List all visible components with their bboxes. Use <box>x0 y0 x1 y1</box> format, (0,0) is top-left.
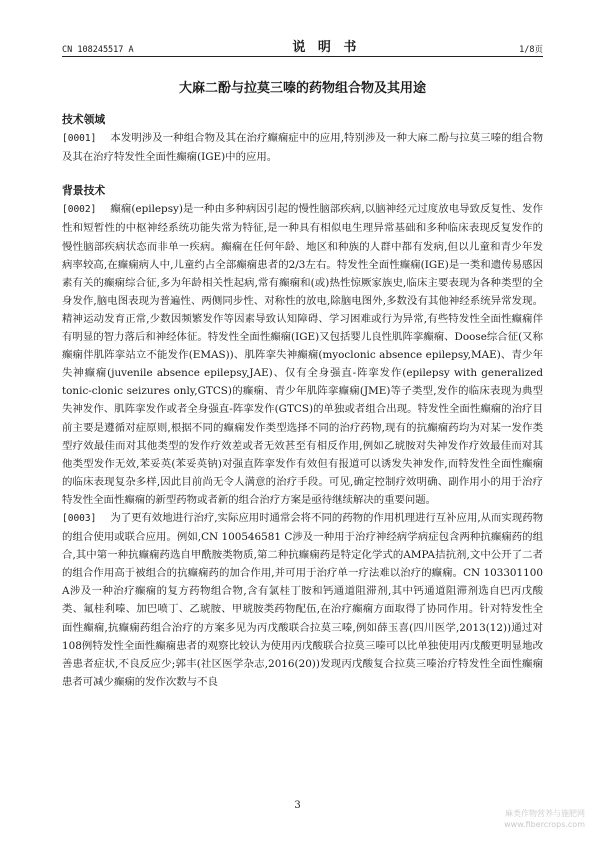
header-divider <box>62 56 543 57</box>
watermark-line-1: 麻类作物营养与施肥网 <box>505 809 585 818</box>
document-title: 大麻二酚与拉莫三嗪的药物组合物及其用途 <box>178 81 426 96</box>
section-heading-background: 背景技术 <box>62 184 106 198</box>
paragraph-0001 <box>62 129 543 166</box>
paragraph-number: [0001] <box>62 133 97 145</box>
paragraph-number: [0002] <box>62 204 97 216</box>
paragraph-text: 癫痫(epilepsy)是一种由多种病因引起的慢性脑部疾病,以脑神经元过度放电导致反复性、发作性和短暂性的中枢神经系统功能失常为特征,是一种具有相似电生理异常基础和多种临床表现反复发作的慢性脑部疾病状态而非单一疾病。癫痫在任何年龄、地区和种族的人群中都有发病,但以儿童和青少年发病率较高,在癫痫病人中,儿童约占全部癫痫患者的2/3左右。特发性全面性癫痫(IGE)是一类和遗传易感因素有关的癫痫综合征,多为年龄相关性起病,常有癫痫和(或)热性惊厥家族史,临床主要表现为各种类型的全身发作,脑电图表现为普遍性、两侧同步性、对称性的放电,除脑电图外,多数没有其他神经系统异常发现。精神运动发育正常,少数因频繁发作等因素导致认知障碍、学习困难或行为异常,有些特发性全面性癫痫伴有明显的智力落后和神经体征。特发性全面性癫痫(IGE)又包括婴儿良性肌阵挛癫痫、Doose综合征(又称癫痫伴肌阵挛站立不能发作(EMAS))、肌阵挛失神癫痫(myoclonic absence epilepsy,MAE)、青少年失神癫痫(juvenile absence epilepsy,JAE)、仅有全身强直-阵挛发作(epilepsy with generalized tonic-clonic seizures only,GTCS)的癫痫、青少年肌阵挛癫痫(JME)等子类型,发作的临床表现为典型失神发作、肌阵挛发作或者全身强直-阵挛发作(GTCS)的单独或者组合出现。特发性全面性癫痫的治疗目前主要是遵循对症原则,根据不同的癫痫发作类型选择不同的治疗药物,现有的抗癫痫药均为对某一发作类型疗效最佳而对其他类型的发作疗效差或者无效甚至有相反作用,例如乙琥胺对失神发作疗效最佳而对其他类型发作无效,苯妥英(苯妥英钠)对强直阵挛发作有效但有报道可以诱发失神发作,而特发性全面性癫痫的临床表现复杂多样,因此目前尚无令人满意的治疗手段。可见,确定控制疗效明确、副作用小的用于治疗特发性全面性癫痫的新型药物或者新的组合治疗方案是亟待继续解决的重要问题。 <box>62 203 543 506</box>
paragraph-number: [0003] <box>62 512 97 524</box>
page-indicator: 1/8页 <box>519 45 543 55</box>
watermark <box>504 808 585 830</box>
document-type-label: 说 明 书 <box>292 40 361 55</box>
paragraph-text: 本发明涉及一种组合物及其在治疗癫痫症中的应用,特别涉及一种大麻二酚与拉莫三嗪的组合物及其在治疗特发性全面性癫痫(IGE)中的应用。 <box>62 132 543 164</box>
paragraph-0002 <box>62 200 543 509</box>
watermark-line-2: www.fibercrops.com <box>504 820 585 829</box>
paragraph-text: 为了更有效地进行治疗,实际应用时通常会将不同的药物的作用机理进行互补应用,从而实现药物的组合使用或联合应用。例如,CN 100546581 C涉及一种用于治疗神经病学病症包含两种抗癫痫药的组合,其中第一种抗癫痫药选自甲酰胺类物质,第二种抗癫痫药是特定化学式的AMPA拮抗剂,文中公开了二者的组合作用高于被组合的抗癫痫药的加合作用,并可用于治疗单一疗法难以治疗的癫痫。CN 103301100 A涉及一种治疗癫痫的复方药物组合物,含有氯桂丁胺和钙通道阻滞剂,其中钙通道阻滞剂选自巴丙戊酸类、氟桂利嗪、加巴喷丁、乙琥胺、甲琥胺类药物配伍,在治疗癫痫方面取得了协同作用。针对特发性全面性癫痫,抗癫痫药组合治疗的方案多见为丙戊酸联合拉莫三嗪,例如薛玉喜(四川医学,2013(12))通过对108例特发性全面性癫痫患者的观察比较认为使用丙戊酸联合拉莫三嗪可以比单独使用丙戊酸更明显地改善患者症状,不良反应少;郭丰(社区医学杂志,2016(20))发现丙戊酸复合拉莫三嗪治疗特发性全面性癫痫患者可减少癫痫的发作次数与不良 <box>62 511 543 688</box>
paragraph-0003 <box>62 509 543 691</box>
document-body <box>62 105 543 691</box>
footer-page-number: 3 <box>294 800 301 811</box>
document-number: CN 108245517 A <box>62 45 134 55</box>
page-header <box>62 37 543 55</box>
section-heading-technical-field: 技术领域 <box>62 113 106 126</box>
